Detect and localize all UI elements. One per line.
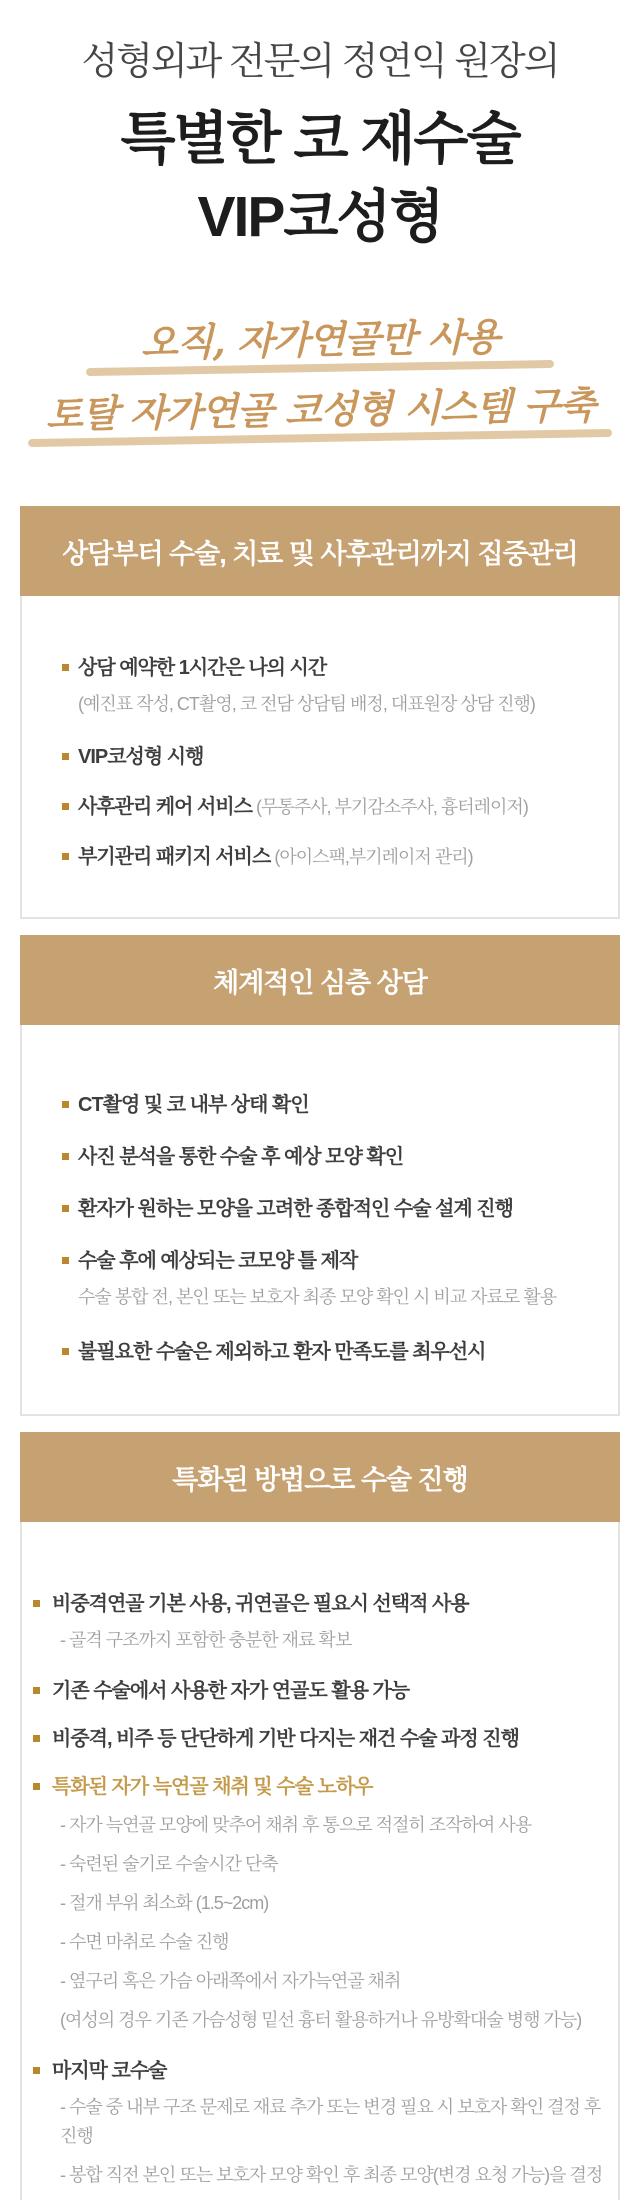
bullet-square-icon — [62, 803, 69, 810]
page-title-line2: VIP코성형 — [197, 185, 443, 249]
section-body — [20, 1522, 620, 2200]
page-title-line1: 특별한 코 재수술 — [120, 107, 520, 171]
list-item-subtext: (예진표 작성, CT촬영, 코 전담 상담팀 배정, 대표원장 상담 진행) — [78, 694, 535, 714]
list-item — [22, 1727, 618, 1751]
list-item-label: 사후관리 케어 서비스 — [78, 796, 252, 818]
bullet-square-icon — [62, 1348, 69, 1355]
bullet-square-icon — [33, 1735, 40, 1742]
list-item — [22, 845, 618, 869]
list-item-label: 비중격, 비주 등 단단하게 기반 다지는 재건 수술 과정 진행 — [52, 1728, 519, 1750]
list-item-label: 기존 수술에서 사용한 자가 연골도 활용 가능 — [52, 1680, 410, 1702]
bullet-square-icon — [62, 1205, 69, 1212]
list-item-title — [78, 656, 604, 680]
slogan-line-1 — [0, 313, 640, 372]
list-item — [22, 1093, 618, 1117]
sections-container — [0, 506, 640, 2200]
section-header-label: 상담부터 수술, 치료 및 사후관리까지 집중관리 — [62, 538, 578, 569]
list-item-title — [52, 1727, 604, 1751]
slogan-text-2: 토탈 자가연골 코성형 시스템 구축 — [45, 382, 595, 437]
list-item — [22, 1340, 618, 1364]
list-item-subtext: - 봉합 직전 본인 또는 보호자 모양 확인 후 최종 모양(변경 요청 가능)을 결정 — [60, 2165, 603, 2185]
list-item-title — [78, 845, 604, 869]
list-item-label: 환자가 원하는 모양을 고려한 종합적인 수술 설계 진행 — [78, 1198, 513, 1220]
list-item-title — [78, 1093, 604, 1117]
section-header — [20, 935, 620, 1025]
hero — [0, 0, 640, 256]
list-item-title — [78, 795, 604, 819]
list-item-label: CT촬영 및 코 내부 상태 확인 — [78, 1094, 309, 1116]
list-item-subtext: - 자가 늑연골 모양에 맞추어 채취 후 통으로 적절히 조작하여 사용 — [60, 1815, 532, 1835]
hero-subtitle: 성형외과 전문의 정연익 원장의 — [81, 41, 559, 83]
bullet-square-icon — [33, 2067, 40, 2074]
list-item-title — [52, 1592, 604, 1616]
list-item-subtext: - 옆구리 혹은 가슴 아래쪽에서 자가늑연골 채취 — [60, 1971, 401, 1991]
list-item-title — [52, 1679, 604, 1703]
section-header — [20, 1432, 620, 1522]
list-item-title — [52, 1775, 604, 1799]
list-item-label: 비중격연골 기본 사용, 귀연골은 필요시 선택적 사용 — [52, 1593, 469, 1615]
bullet-square-icon — [62, 664, 69, 671]
list-item — [22, 745, 618, 769]
list-item-subtext: 수술 봉합 전, 본인 또는 보호자 최종 모양 확인 시 비교 자료로 활용 — [78, 1287, 557, 1307]
list-item-subtext: - 숙련된 술기로 수술시간 단축 — [60, 1854, 278, 1874]
list-item-label: 상담 예약한 1시간은 나의 시간 — [78, 657, 327, 679]
list-item-label: VIP코성형 시행 — [78, 746, 204, 768]
list-item-subtext: (여성의 경우 기존 가슴성형 밑선 흉터 활용하거나 유방확대술 병행 가능) — [60, 2010, 582, 2030]
section-card — [20, 1432, 620, 2200]
section-body — [20, 1025, 620, 1416]
list-item — [22, 2059, 618, 2190]
list-item-title — [78, 1145, 604, 1169]
list-item-label: 마지막 코수술 — [52, 2060, 167, 2082]
list-item-title — [78, 745, 604, 769]
slogan-text-1: 오직, 자가연골만 사용 — [140, 313, 500, 366]
section-header-label: 특화된 방법으로 수술 진행 — [172, 1464, 468, 1495]
list-item — [22, 1679, 618, 1703]
page-title — [0, 100, 640, 256]
bullet-square-icon — [62, 1101, 69, 1108]
bullet-square-icon — [62, 1257, 69, 1264]
list-item-note: (아이스팩,부기레이저 관리) — [270, 847, 473, 867]
list-item-label: 불필요한 수술은 제외하고 환자 만족도를 최우선시 — [78, 1341, 486, 1363]
list-item-subtext: - 절개 부위 최소화 (1.5~2cm) — [60, 1893, 269, 1913]
section-header-label: 체계적인 심층 상담 — [213, 967, 427, 998]
bullet-square-icon — [62, 753, 69, 760]
list-item — [22, 1775, 618, 2035]
bullet-square-icon — [33, 1600, 40, 1607]
list-item-label: 부기관리 패키지 서비스 — [78, 846, 271, 868]
bullet-square-icon — [62, 853, 69, 860]
list-item — [22, 1592, 618, 1655]
section-header — [20, 506, 620, 596]
slogan-line-2 — [0, 382, 640, 442]
list-item-title — [78, 1197, 604, 1221]
list-item-subtext: - 골격 구조까지 포함한 충분한 재료 확보 — [60, 1630, 352, 1650]
list-item-title — [78, 1340, 604, 1364]
section-card — [20, 935, 620, 1416]
bullet-square-icon — [33, 1687, 40, 1694]
section-body — [20, 596, 620, 919]
handwriting-slogan — [0, 313, 640, 442]
list-item-label: 사진 분석을 통한 수술 후 예상 모양 확인 — [78, 1146, 404, 1168]
list-item-note: (무통주사, 부기감소주사, 흉터레이저) — [252, 797, 528, 817]
list-item — [22, 1197, 618, 1221]
list-item-label: 수술 후에 예상되는 코모양 틀 제작 — [78, 1250, 358, 1272]
list-item-title — [52, 2059, 604, 2083]
list-item — [22, 1249, 618, 1312]
bullet-square-icon — [33, 1783, 40, 1790]
list-item-label: 특화된 자가 늑연골 채취 및 수술 노하우 — [52, 1776, 373, 1798]
bullet-square-icon — [62, 1153, 69, 1160]
list-item — [22, 795, 618, 819]
list-item — [22, 1145, 618, 1169]
list-item-title — [78, 1249, 604, 1273]
list-item — [22, 656, 618, 719]
list-item-subtext: - 수술 중 내부 구조 문제로 재료 추가 또는 변경 필요 시 보호자 확인 결정 후 진행 — [60, 2097, 601, 2146]
list-item-subtext: - 수면 마취로 수술 진행 — [60, 1932, 229, 1952]
section-card — [20, 506, 620, 919]
